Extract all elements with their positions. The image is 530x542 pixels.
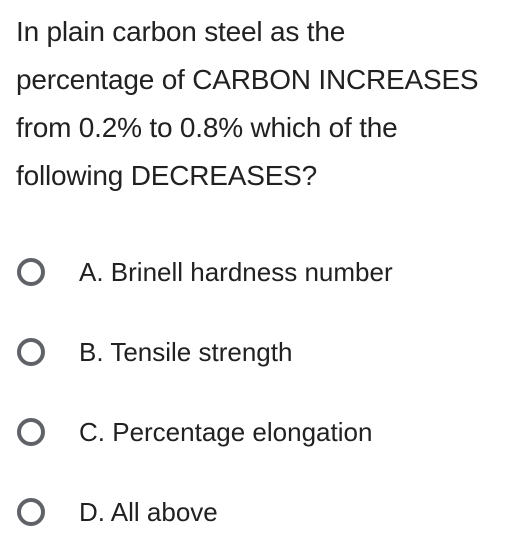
option-c[interactable] [0, 402, 530, 462]
option-b[interactable] [0, 322, 530, 382]
option-d-label: D. All above [79, 497, 218, 527]
radio-button-a[interactable] [17, 258, 45, 286]
question-text: In plain carbon steel as the percentage of CARBON INCREASES from 0.2% to 0.8% which of the following DECREASES? [16, 16, 479, 191]
option-b-label: B. Tensile strength [79, 337, 293, 367]
radio-button-c[interactable] [17, 418, 45, 446]
option-a-label: A. Brinell hardness number [79, 257, 393, 287]
option-a[interactable] [0, 242, 530, 302]
option-d[interactable] [0, 482, 530, 542]
radio-button-b[interactable] [17, 338, 45, 366]
option-c-label: C. Percentage elongation [79, 417, 373, 447]
radio-button-d[interactable] [17, 498, 45, 526]
